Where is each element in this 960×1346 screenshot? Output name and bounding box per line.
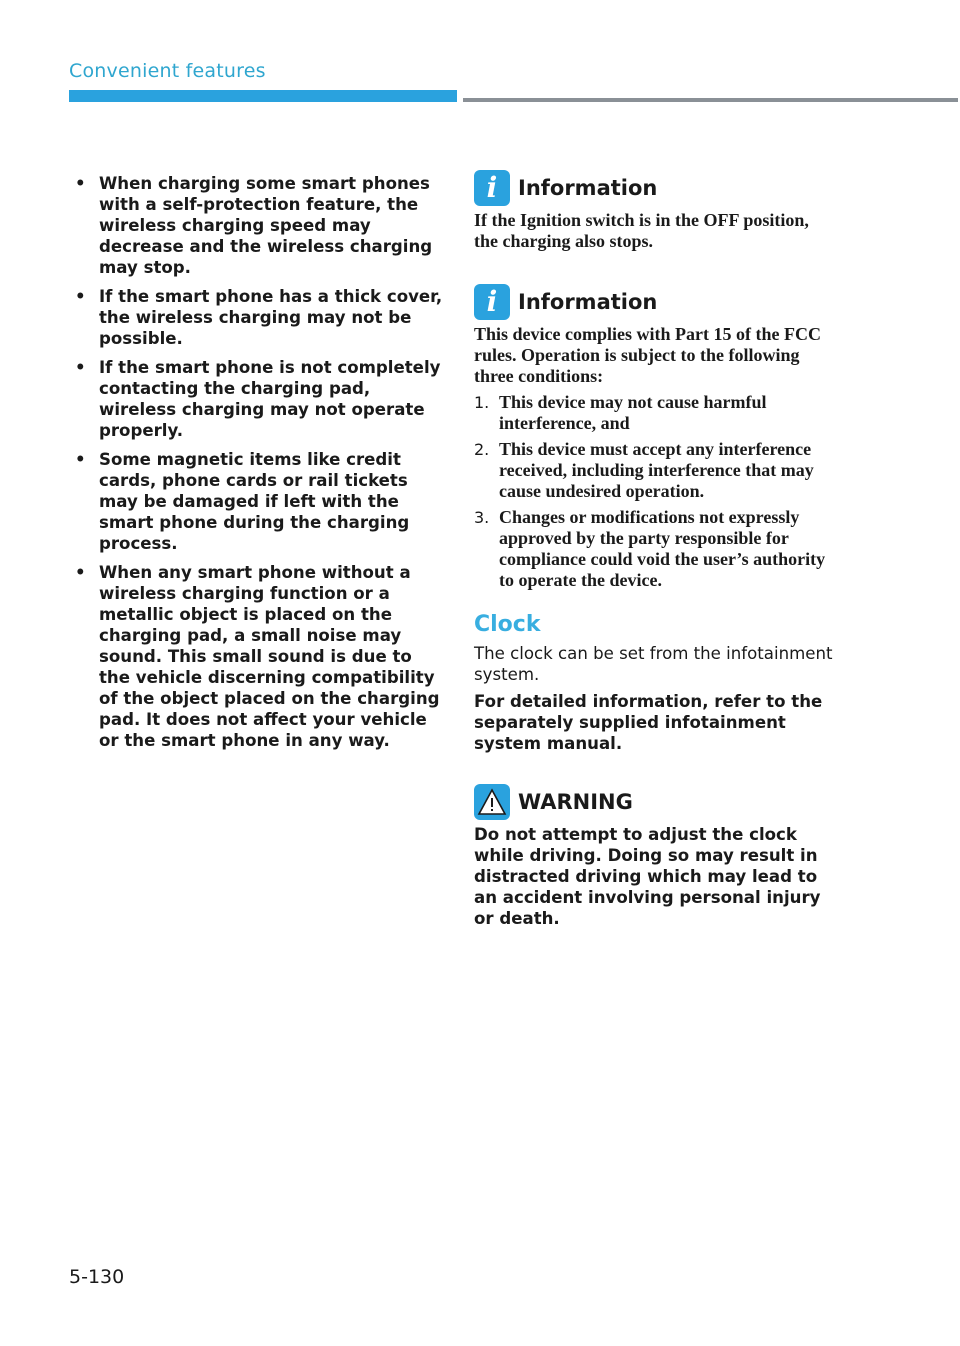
note-text: If the Ignition switch is in the OFF position, the charging also stops. — [474, 210, 809, 251]
right-column — [474, 170, 836, 929]
list-item: 1. This device may not cause harmful interference, and — [474, 392, 767, 433]
clock-section — [474, 612, 836, 754]
note-title: Information — [518, 176, 658, 200]
header-rule-grey — [463, 98, 958, 102]
left-column — [75, 173, 445, 759]
list-item: 2. This device must accept any interference received, including interference that may cause undesired operation. — [474, 439, 814, 501]
header-rule-accent — [69, 90, 457, 102]
note-title: Information — [518, 290, 658, 314]
warning-box — [474, 784, 836, 929]
list-item: 3. Changes or modifications not expressly approved by the party responsible for compliance could void the user’s authority to operate the device. — [474, 507, 826, 590]
information-note-fcc — [474, 284, 836, 591]
information-note-ignition — [474, 170, 836, 252]
info-icon: i — [474, 284, 510, 320]
list-item: • When any smart phone without a wireless charging function or a metallic object is placed on the charging pad, a small noise may sound. This small sound is due to the vehicle discerning compatibility of the object placed on the charging pad. It does not affect your vehicle or the smart phone in any way. — [75, 563, 440, 750]
section-header: Convenient features — [69, 60, 266, 82]
list-item: • If the smart phone has a thick cover, the wireless charging may not be possible. — [75, 287, 443, 348]
list-item: • If the smart phone is not completely contacting the charging pad, wireless charging may not operate properly. — [75, 358, 441, 440]
conditions-list — [474, 392, 836, 591]
clock-reference: For detailed information, refer to the separately supplied infotainment system manual. — [474, 692, 823, 753]
charging-notes-list — [75, 173, 445, 751]
bullet-icon: • — [75, 563, 86, 582]
section-title: Clock — [474, 612, 541, 637]
bullet-icon: • — [75, 358, 86, 377]
bullet-icon: • — [75, 450, 86, 469]
warning-title: WARNING — [518, 790, 633, 814]
note-intro: This device complies with Part 15 of the FCC rules. Operation is subject to the following three conditions: — [474, 324, 821, 386]
bullet-icon: • — [75, 287, 86, 306]
info-icon: i — [474, 170, 510, 206]
list-item: • Some magnetic items like credit cards, phone cards or rail tickets may be damaged if left with the smart phone during the charging process. — [75, 450, 410, 553]
warning-text: Do not attempt to adjust the clock while driving. Doing so may result in distracted driving which may lead to an accident involving personal injury or death. — [474, 825, 821, 928]
page-number: 5-130 — [69, 1266, 125, 1288]
clock-description: The clock can be set from the infotainment system. — [474, 644, 833, 684]
bullet-icon: • — [75, 174, 86, 193]
list-item: • When charging some smart phones with a self-protection feature, the wireless charging speed may decrease and the wireless charging may stop. — [75, 174, 433, 277]
warning-icon — [474, 784, 510, 820]
